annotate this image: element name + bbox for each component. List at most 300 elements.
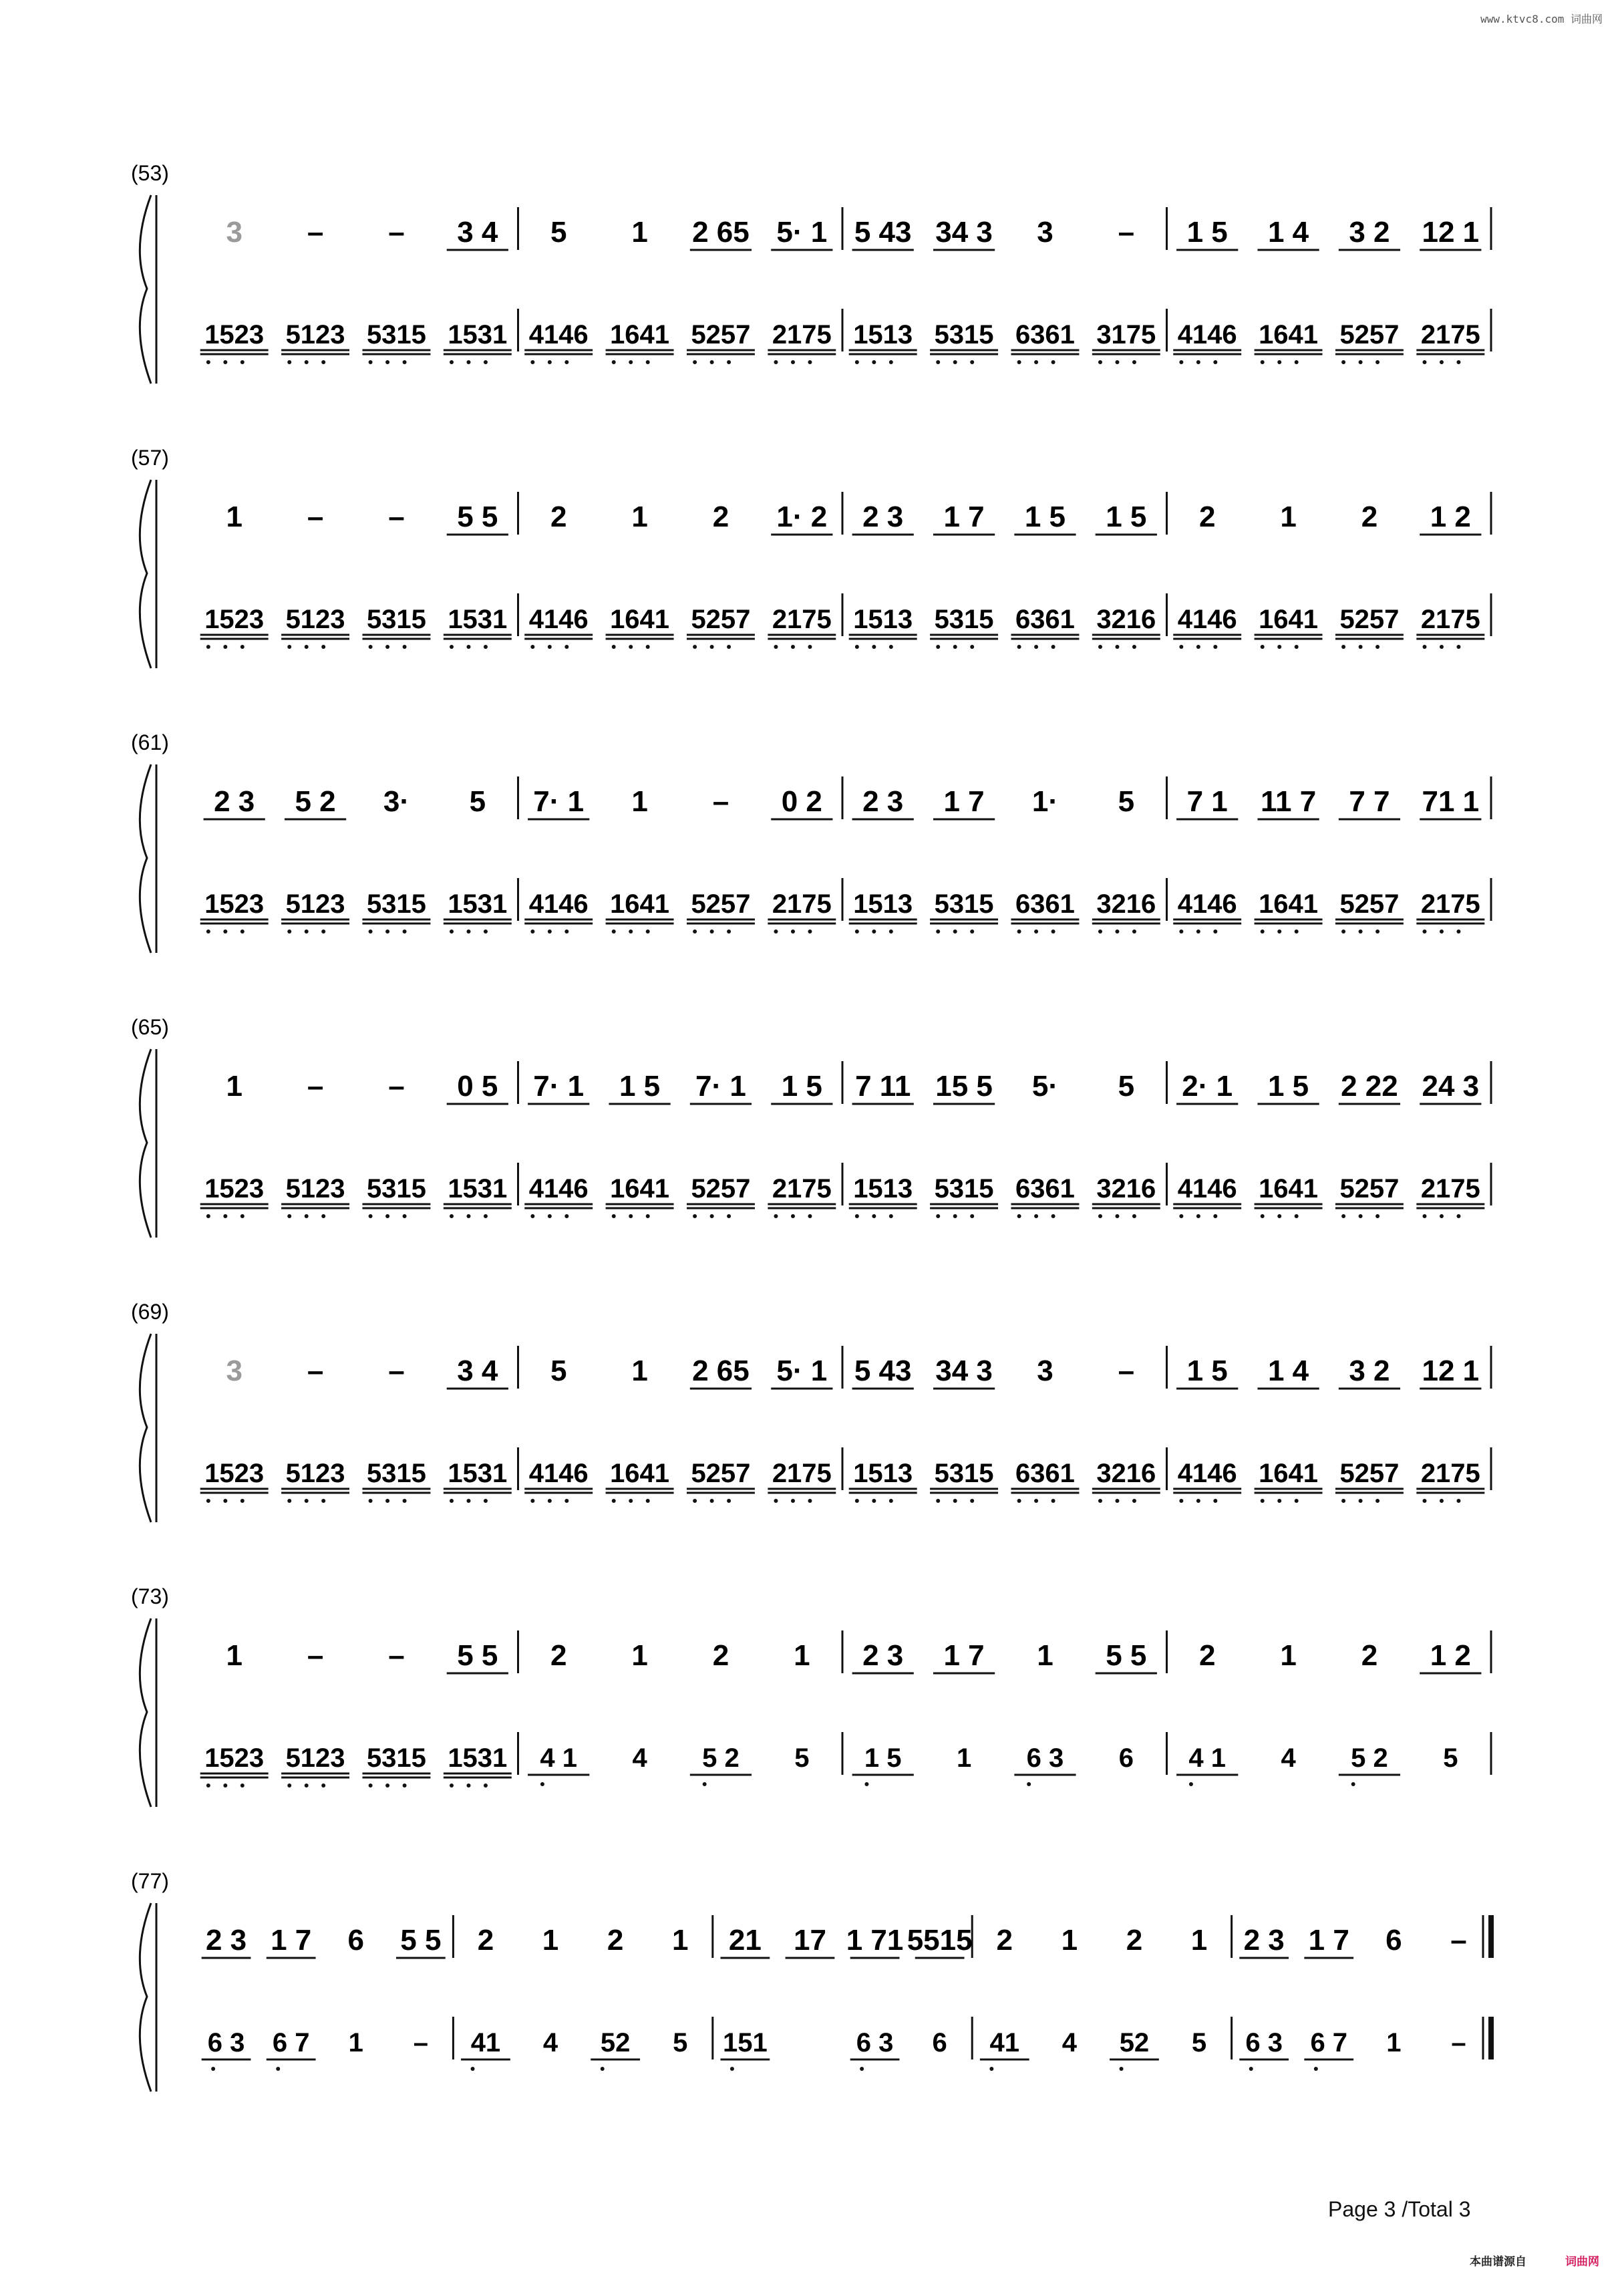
octave-dot bbox=[321, 1783, 325, 1788]
accompaniment-note: 5123 bbox=[285, 320, 345, 349]
accompaniment-note: 5257 bbox=[1339, 1174, 1400, 1203]
octave-dot bbox=[1051, 1214, 1055, 1218]
melody-note: 3 4 bbox=[457, 1354, 498, 1387]
octave-dot bbox=[1098, 1214, 1102, 1218]
octave-dot bbox=[305, 1783, 309, 1788]
accompaniment-note: 3216 bbox=[1096, 1459, 1156, 1488]
octave-dot bbox=[385, 360, 389, 364]
octave-dot bbox=[872, 1214, 876, 1218]
octave-dot bbox=[1359, 645, 1363, 649]
octave-dot bbox=[240, 1499, 245, 1503]
octave-dot bbox=[305, 1499, 309, 1503]
octave-dot bbox=[1456, 645, 1460, 649]
accompaniment-note: – bbox=[413, 2028, 428, 2057]
melody-note: 1 bbox=[631, 1639, 648, 1672]
melody-note: 7 1 bbox=[1186, 785, 1228, 818]
accompaniment-note: 2175 bbox=[1420, 1459, 1480, 1488]
octave-dot bbox=[693, 645, 697, 649]
octave-dot bbox=[936, 930, 940, 934]
measure-number: (57) bbox=[131, 446, 169, 470]
melody-note: – bbox=[1450, 1924, 1467, 1957]
melody-note: 2 bbox=[1126, 1924, 1143, 1957]
octave-dot bbox=[953, 1499, 957, 1503]
octave-dot bbox=[1115, 930, 1119, 934]
accompaniment-note: 1641 bbox=[1259, 1174, 1319, 1203]
system-brace bbox=[140, 195, 151, 384]
accompaniment-note: 1641 bbox=[610, 1459, 670, 1488]
octave-dot bbox=[564, 360, 569, 364]
melody-note: 71 1 bbox=[1422, 785, 1480, 818]
octave-dot bbox=[403, 645, 407, 649]
melody-note: 1 5 bbox=[1186, 1354, 1228, 1387]
melody-note: 3 bbox=[226, 216, 242, 249]
accompaniment-note: 5315 bbox=[934, 889, 994, 919]
melody-note: 6 bbox=[1386, 1924, 1402, 1957]
octave-dot bbox=[206, 1214, 210, 1218]
octave-dot bbox=[646, 1214, 650, 1218]
octave-dot bbox=[1456, 1499, 1460, 1503]
octave-dot bbox=[1120, 2067, 1124, 2071]
melody-note: 1· 2 bbox=[776, 501, 828, 533]
octave-dot bbox=[321, 1499, 325, 1503]
accompaniment-note: 1641 bbox=[610, 605, 670, 634]
octave-dot bbox=[548, 1499, 552, 1503]
octave-dot bbox=[1295, 360, 1299, 364]
melody-note: 1 bbox=[631, 216, 648, 249]
octave-dot bbox=[1375, 360, 1379, 364]
octave-dot bbox=[223, 645, 227, 649]
octave-dot bbox=[1132, 1214, 1136, 1218]
melody-note: 1 7 bbox=[271, 1924, 312, 1957]
accompaniment-note: 1513 bbox=[853, 320, 913, 349]
measure-number: (73) bbox=[131, 1584, 169, 1608]
octave-dot bbox=[727, 645, 731, 649]
octave-dot bbox=[970, 930, 974, 934]
accompaniment-note: 6 3 bbox=[1245, 2028, 1283, 2057]
octave-dot bbox=[403, 1499, 407, 1503]
octave-dot bbox=[530, 1214, 534, 1218]
octave-dot bbox=[1422, 1499, 1426, 1503]
melody-note: 1 bbox=[1280, 501, 1297, 533]
accompaniment-note: 1641 bbox=[1259, 889, 1319, 919]
melody-note: 1 5 bbox=[619, 1070, 661, 1103]
melody-note: 2 3 bbox=[214, 785, 255, 818]
octave-dot bbox=[548, 1214, 552, 1218]
melody-note: 2 bbox=[1361, 501, 1378, 533]
accompaniment-note: 4 bbox=[1062, 2028, 1077, 2057]
octave-dot bbox=[403, 1783, 407, 1788]
octave-dot bbox=[1261, 1499, 1265, 1503]
melody-note: 1 7 bbox=[943, 785, 985, 818]
octave-dot bbox=[369, 930, 373, 934]
octave-dot bbox=[791, 1499, 795, 1503]
melody-note: 1 bbox=[226, 1639, 242, 1672]
melody-note: 1· bbox=[1031, 785, 1058, 818]
melody-note: 2 bbox=[550, 1639, 567, 1672]
accompaniment-note: 2175 bbox=[772, 320, 832, 349]
octave-dot bbox=[1277, 1499, 1281, 1503]
octave-dot bbox=[1359, 360, 1363, 364]
octave-dot bbox=[548, 645, 552, 649]
octave-dot bbox=[206, 1783, 210, 1788]
accompaniment-note: 1531 bbox=[448, 1174, 508, 1203]
melody-note: 5 bbox=[1118, 1070, 1135, 1103]
octave-dot bbox=[693, 1499, 697, 1503]
octave-dot bbox=[774, 360, 778, 364]
melody-note: 5· 1 bbox=[776, 1354, 828, 1387]
melody-note: – bbox=[307, 216, 324, 249]
accompaniment-note: 1641 bbox=[1259, 605, 1319, 634]
octave-dot bbox=[385, 1783, 389, 1788]
octave-dot bbox=[1213, 360, 1217, 364]
octave-dot bbox=[223, 930, 227, 934]
octave-dot bbox=[601, 2067, 605, 2071]
octave-dot bbox=[223, 1214, 227, 1218]
octave-dot bbox=[646, 930, 650, 934]
accompaniment-note: 4146 bbox=[1177, 1459, 1237, 1488]
system-brace bbox=[140, 1334, 151, 1522]
octave-dot bbox=[1213, 930, 1217, 934]
accompaniment-note: 1523 bbox=[204, 1743, 265, 1773]
octave-dot bbox=[1456, 930, 1460, 934]
melody-note: 2 3 bbox=[862, 501, 904, 533]
octave-dot bbox=[791, 1214, 795, 1218]
melody-note: 11 7 bbox=[1260, 785, 1317, 818]
accompaniment-note: 5 bbox=[794, 1743, 810, 1773]
accompaniment-note: 6361 bbox=[1015, 605, 1075, 634]
octave-dot bbox=[1051, 645, 1055, 649]
melody-note: 2 65 bbox=[692, 1354, 750, 1387]
octave-dot bbox=[206, 645, 210, 649]
octave-dot bbox=[774, 1214, 778, 1218]
octave-dot bbox=[287, 930, 291, 934]
melody-note: 0 5 bbox=[457, 1070, 498, 1103]
octave-dot bbox=[710, 1499, 714, 1503]
accompaniment-note: 5257 bbox=[691, 605, 751, 634]
octave-dot bbox=[206, 1499, 210, 1503]
melody-note: – bbox=[307, 1354, 324, 1387]
octave-dot bbox=[1261, 360, 1265, 364]
melody-note: 3· bbox=[383, 785, 410, 818]
octave-dot bbox=[471, 2067, 475, 2071]
accompaniment-note: 5257 bbox=[1339, 889, 1400, 919]
accompaniment-note: 3175 bbox=[1096, 320, 1156, 349]
octave-dot bbox=[629, 645, 633, 649]
octave-dot bbox=[564, 930, 569, 934]
accompaniment-note: 1531 bbox=[448, 320, 508, 349]
octave-dot bbox=[385, 930, 389, 934]
melody-note: 2 22 bbox=[1341, 1070, 1398, 1103]
octave-dot bbox=[953, 1214, 957, 1218]
melody-note: – bbox=[1118, 1354, 1135, 1387]
octave-dot bbox=[1341, 1499, 1345, 1503]
octave-dot bbox=[1351, 1782, 1355, 1786]
octave-dot bbox=[385, 1499, 389, 1503]
octave-dot bbox=[864, 1782, 868, 1786]
octave-dot bbox=[321, 930, 325, 934]
octave-dot bbox=[1422, 1214, 1426, 1218]
accompaniment-note: 4146 bbox=[528, 1174, 589, 1203]
footer-source-text: 本曲谱源自 bbox=[1470, 2255, 1526, 2268]
octave-dot bbox=[1196, 645, 1200, 649]
accompaniment-note: 3216 bbox=[1096, 605, 1156, 634]
octave-dot bbox=[1314, 2067, 1318, 2071]
octave-dot bbox=[369, 1499, 373, 1503]
melody-note: 2 3 bbox=[862, 785, 904, 818]
melody-note: 5 bbox=[1118, 785, 1135, 818]
octave-dot bbox=[970, 360, 974, 364]
octave-dot bbox=[211, 2067, 215, 2071]
accompaniment-note: 5257 bbox=[691, 320, 751, 349]
melody-note: 3 4 bbox=[457, 216, 498, 249]
octave-dot bbox=[484, 1214, 488, 1218]
accompaniment-note: 5123 bbox=[285, 605, 345, 634]
melody-note: 7 11 bbox=[855, 1070, 911, 1103]
octave-dot bbox=[450, 930, 454, 934]
octave-dot bbox=[710, 1214, 714, 1218]
measure-number: (53) bbox=[131, 161, 169, 185]
accompaniment-note: 6361 bbox=[1015, 1459, 1075, 1488]
octave-dot bbox=[646, 360, 650, 364]
melody-note: 3 bbox=[1037, 216, 1053, 249]
accompaniment-note: 1523 bbox=[204, 1459, 265, 1488]
octave-dot bbox=[276, 2067, 280, 2071]
accompaniment-note: 5123 bbox=[285, 1459, 345, 1488]
octave-dot bbox=[727, 360, 731, 364]
octave-dot bbox=[1440, 360, 1444, 364]
melody-note: 1 2 bbox=[1430, 1639, 1471, 1672]
accompaniment-note: 52 bbox=[600, 2028, 631, 2057]
octave-dot bbox=[450, 1499, 454, 1503]
octave-dot bbox=[1179, 1499, 1183, 1503]
octave-dot bbox=[1277, 360, 1281, 364]
octave-dot bbox=[403, 360, 407, 364]
accompaniment-note: 1513 bbox=[853, 1174, 913, 1203]
octave-dot bbox=[484, 1499, 488, 1503]
accompaniment-note: 1641 bbox=[1259, 320, 1319, 349]
octave-dot bbox=[1034, 360, 1038, 364]
accompaniment-note: 41 bbox=[470, 2028, 501, 2057]
octave-dot bbox=[791, 930, 795, 934]
octave-dot bbox=[1456, 1214, 1460, 1218]
octave-dot bbox=[1196, 930, 1200, 934]
melody-note: 1 bbox=[226, 501, 242, 533]
octave-dot bbox=[305, 930, 309, 934]
melody-note: 2 3 bbox=[862, 1639, 904, 1672]
melody-note: 21 bbox=[728, 1924, 762, 1957]
melody-note: 12 1 bbox=[1422, 216, 1480, 249]
accompaniment-note: 1523 bbox=[204, 605, 265, 634]
octave-dot bbox=[1359, 1499, 1363, 1503]
accompaniment-note: 5315 bbox=[366, 889, 426, 919]
melody-note: 5 bbox=[550, 216, 567, 249]
accompaniment-note: 5315 bbox=[934, 605, 994, 634]
octave-dot bbox=[646, 645, 650, 649]
accompaniment-note: 5257 bbox=[691, 1459, 751, 1488]
octave-dot bbox=[808, 930, 812, 934]
octave-dot bbox=[287, 1499, 291, 1503]
melody-note: 1 bbox=[226, 1070, 242, 1103]
accompaniment-note: 2175 bbox=[772, 1174, 832, 1203]
octave-dot bbox=[530, 645, 534, 649]
melody-note: 2 bbox=[607, 1924, 624, 1957]
octave-dot bbox=[240, 930, 245, 934]
accompaniment-note: 5 2 bbox=[1351, 1743, 1388, 1773]
octave-dot bbox=[1051, 930, 1055, 934]
octave-dot bbox=[1295, 1499, 1299, 1503]
melody-note: 5 5 bbox=[457, 501, 498, 533]
octave-dot bbox=[1098, 1499, 1102, 1503]
octave-dot bbox=[970, 645, 974, 649]
octave-dot bbox=[872, 930, 876, 934]
octave-dot bbox=[808, 360, 812, 364]
melody-note: 1 5 bbox=[1106, 501, 1147, 533]
octave-dot bbox=[1375, 645, 1379, 649]
octave-dot bbox=[727, 1214, 731, 1218]
melody-note: 2 bbox=[712, 1639, 729, 1672]
accompaniment-note: 6361 bbox=[1015, 320, 1075, 349]
accompaniment-note: 5 bbox=[673, 2028, 688, 2057]
octave-dot bbox=[629, 1214, 633, 1218]
melody-note: 1 5 bbox=[781, 1070, 822, 1103]
melody-note: 1 5 bbox=[1024, 501, 1066, 533]
melody-note: 5 5 bbox=[400, 1924, 442, 1957]
accompaniment-note: 4146 bbox=[1177, 1174, 1237, 1203]
octave-dot bbox=[484, 1783, 488, 1788]
octave-dot bbox=[548, 930, 552, 934]
octave-dot bbox=[710, 930, 714, 934]
octave-dot bbox=[1017, 645, 1021, 649]
accompaniment-note: 151 bbox=[722, 2028, 768, 2057]
melody-note: 5 43 bbox=[854, 216, 912, 249]
accompaniment-note: 4146 bbox=[528, 1459, 589, 1488]
octave-dot bbox=[1017, 930, 1021, 934]
octave-dot bbox=[385, 645, 389, 649]
system-brace bbox=[140, 1618, 151, 1807]
accompaniment-note: 6 bbox=[932, 2028, 947, 2057]
octave-dot bbox=[1017, 1499, 1021, 1503]
accompaniment-note: 4146 bbox=[528, 889, 589, 919]
octave-dot bbox=[872, 1499, 876, 1503]
octave-dot bbox=[223, 1783, 227, 1788]
accompaniment-note: 5 2 bbox=[702, 1743, 740, 1773]
octave-dot bbox=[369, 645, 373, 649]
octave-dot bbox=[1051, 1499, 1055, 1503]
accompaniment-note: 1513 bbox=[853, 605, 913, 634]
octave-dot bbox=[369, 1214, 373, 1218]
octave-dot bbox=[936, 360, 940, 364]
octave-dot bbox=[1213, 645, 1217, 649]
octave-dot bbox=[1249, 2067, 1253, 2071]
octave-dot bbox=[808, 645, 812, 649]
octave-dot bbox=[484, 930, 488, 934]
melody-note: 1 bbox=[672, 1924, 689, 1957]
melody-note: 1 bbox=[1037, 1639, 1053, 1672]
accompaniment-note: 6361 bbox=[1015, 889, 1075, 919]
accompaniment-note: 5123 bbox=[285, 889, 345, 919]
accompaniment-note: 6 bbox=[1118, 1743, 1134, 1773]
measure-number: (77) bbox=[131, 1869, 169, 1893]
accompaniment-note: 6 7 bbox=[272, 2028, 310, 2057]
melody-note: 3 bbox=[1037, 1354, 1053, 1387]
accompaniment-note: 5315 bbox=[366, 1174, 426, 1203]
melody-note: 5 5 bbox=[457, 1639, 498, 1672]
octave-dot bbox=[564, 1499, 569, 1503]
melody-note: 5 bbox=[550, 1354, 567, 1387]
accompaniment-note: 1513 bbox=[853, 889, 913, 919]
accompaniment-note: 2175 bbox=[772, 889, 832, 919]
accompaniment-note: 2175 bbox=[1420, 889, 1480, 919]
melody-note: 1 bbox=[1190, 1924, 1208, 1957]
octave-dot bbox=[1261, 930, 1265, 934]
octave-dot bbox=[1277, 930, 1281, 934]
octave-dot bbox=[629, 1499, 633, 1503]
system-brace bbox=[140, 764, 151, 953]
octave-dot bbox=[466, 360, 470, 364]
melody-note: 7· 1 bbox=[533, 1070, 585, 1103]
octave-dot bbox=[774, 930, 778, 934]
accompaniment-note: 5315 bbox=[366, 320, 426, 349]
octave-dot bbox=[860, 2067, 864, 2071]
accompaniment-note: 6361 bbox=[1015, 1174, 1075, 1203]
accompaniment-note: 4146 bbox=[1177, 889, 1237, 919]
melody-note: 1 71 bbox=[846, 1924, 904, 1957]
octave-dot bbox=[1359, 930, 1363, 934]
octave-dot bbox=[855, 1499, 859, 1503]
octave-dot bbox=[989, 2067, 993, 2071]
melody-note: 2 bbox=[477, 1924, 494, 1957]
octave-dot bbox=[1179, 645, 1183, 649]
octave-dot bbox=[1213, 1499, 1217, 1503]
octave-dot bbox=[530, 1499, 534, 1503]
octave-dot bbox=[936, 1214, 940, 1218]
measure-number: (61) bbox=[131, 730, 169, 754]
accompaniment-note: 6 3 bbox=[1026, 1743, 1064, 1773]
melody-note: 7 7 bbox=[1349, 785, 1390, 818]
octave-dot bbox=[1196, 1214, 1200, 1218]
melody-note: 1 7 bbox=[943, 1639, 985, 1672]
accompaniment-note: 5315 bbox=[366, 1459, 426, 1488]
octave-dot bbox=[1375, 1214, 1379, 1218]
octave-dot bbox=[1051, 360, 1055, 364]
octave-dot bbox=[1440, 1499, 1444, 1503]
melody-note: 24 3 bbox=[1422, 1070, 1480, 1103]
accompaniment-note: 5315 bbox=[934, 320, 994, 349]
accompaniment-note: 5315 bbox=[366, 605, 426, 634]
octave-dot bbox=[970, 1499, 974, 1503]
octave-dot bbox=[889, 360, 893, 364]
octave-dot bbox=[1440, 1214, 1444, 1218]
octave-dot bbox=[450, 1214, 454, 1218]
octave-dot bbox=[321, 645, 325, 649]
melody-note: – bbox=[388, 216, 405, 249]
octave-dot bbox=[629, 360, 633, 364]
octave-dot bbox=[1132, 645, 1136, 649]
octave-dot bbox=[1098, 930, 1102, 934]
octave-dot bbox=[287, 1783, 291, 1788]
octave-dot bbox=[1341, 360, 1345, 364]
melody-note: 2· 1 bbox=[1182, 1070, 1233, 1103]
accompaniment-note: 3216 bbox=[1096, 1174, 1156, 1203]
melody-note: 3 2 bbox=[1349, 1354, 1390, 1387]
melody-note: 1 7 bbox=[943, 501, 985, 533]
octave-dot bbox=[530, 930, 534, 934]
octave-dot bbox=[287, 360, 291, 364]
octave-dot bbox=[1422, 930, 1426, 934]
accompaniment-note: 5123 bbox=[285, 1743, 345, 1773]
octave-dot bbox=[1115, 360, 1119, 364]
octave-dot bbox=[808, 1214, 812, 1218]
